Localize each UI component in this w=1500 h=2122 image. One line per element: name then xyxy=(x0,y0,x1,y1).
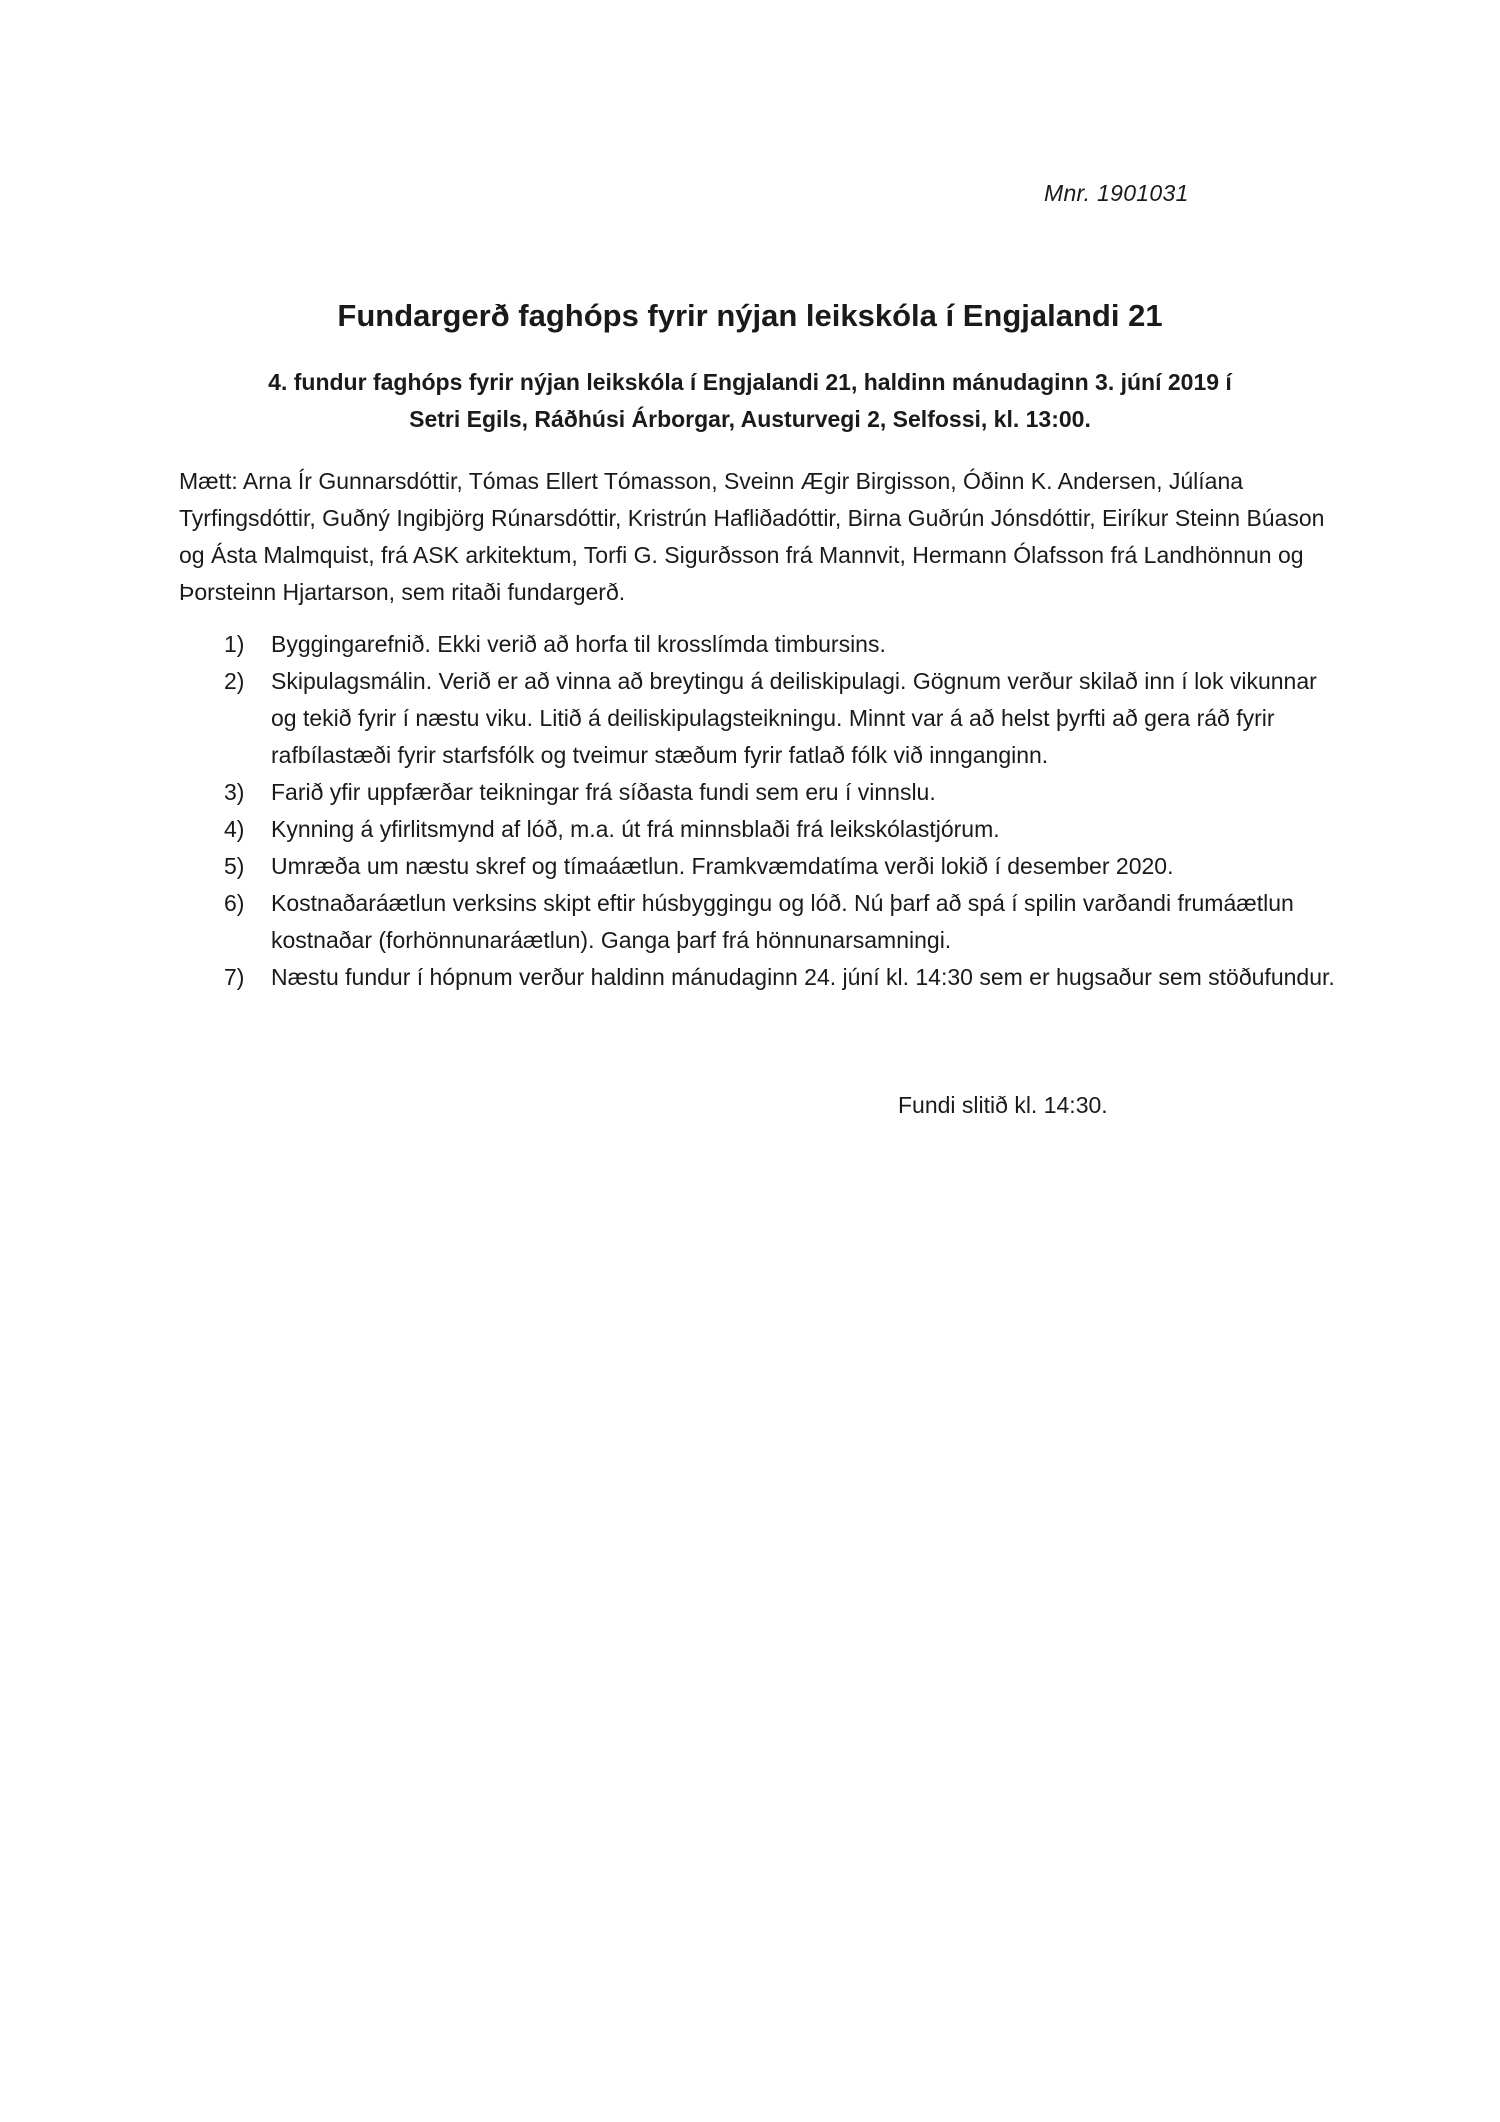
agenda-item-text: Næstu fundur í hópnum verður haldinn mánudaginn 24. júní kl. 14:30 sem er hugsaður sem stöðufundur. xyxy=(271,964,1335,990)
agenda-item-text: Kynning á yfirlitsmynd af lóð, m.a. út frá minnsblaði frá leikskólastjórum. xyxy=(271,816,1000,842)
agenda-item xyxy=(179,959,1339,996)
agenda-item xyxy=(179,848,1339,885)
attendees-paragraph: Mætt: Arna Ír Gunnarsdóttir, Tómas Ellert Tómasson, Sveinn Ægir Birgisson, Óðinn K. Andersen, Júlíana Tyrfingsdóttir, Guðný Ingibjörg Rúnarsdóttir, Kristrún Hafliðadóttir, Birna Guðrún Jónsdóttir, Eiríkur Steinn Búason og Ásta Malmquist, frá ASK arkitektum, Torfi G. Sigurðsson frá Mannvit, Hermann Ólafsson frá Landhönnun og Þorsteinn Hjartarson, sem ritaði fundargerð. xyxy=(179,468,1325,605)
agenda-item xyxy=(179,663,1339,774)
agenda-item-number: 3) xyxy=(224,779,245,805)
agenda-item xyxy=(179,626,1339,663)
agenda-item-number: 4) xyxy=(224,816,245,842)
agenda-item-number: 2) xyxy=(224,668,245,694)
agenda-item-text: Farið yfir uppfærðar teikningar frá síðasta fundi sem eru í vinnslu. xyxy=(271,779,936,805)
agenda-item-number: 6) xyxy=(224,890,245,916)
case-number: Mnr. 1901031 xyxy=(1044,180,1189,206)
meeting-subtitle xyxy=(200,364,1300,438)
agenda-item xyxy=(179,774,1339,811)
agenda-item xyxy=(179,811,1339,848)
agenda-item-number: 1) xyxy=(224,631,245,657)
subtitle-line-2: Setri Egils, Ráðhúsi Árborgar, Austurvegi 2, Selfossi, kl. 13:00. xyxy=(409,406,1091,432)
subtitle-line-1: 4. fundur faghóps fyrir nýjan leikskóla í Engjalandi 21, haldinn mánudaginn 3. júní 2019 í xyxy=(268,369,1232,395)
agenda-item-text: Byggingarefnið. Ekki verið að horfa til krosslímda timbursins. xyxy=(271,631,886,657)
agenda-item-text: Kostnaðaráætlun verksins skipt eftir húsbyggingu og lóð. Nú þarf að spá í spilin varðandi frumáætlun kostnaðar (forhönnunaráætlun). Ganga þarf frá hönnunarsamningi. xyxy=(271,890,1294,953)
agenda-item xyxy=(179,885,1339,959)
agenda-list xyxy=(179,626,1339,996)
document-title: Fundargerð faghóps fyrir nýjan leikskóla í Engjalandi 21 xyxy=(337,298,1163,333)
agenda-item-number: 5) xyxy=(224,853,245,879)
agenda-item-text: Skipulagsmálin. Verið er að vinna að breytingu á deiliskipulagi. Gögnum verður skilað inn í lok vikunnar og tekið fyrir í næstu viku. Litið á deiliskipulagsteikningu. Minnt var á að helst þyrfti að gera ráð fyrir rafbílastæði fyrir starfsfólk og tveimur stæðum fyrir fatlað fólk við innganginn. xyxy=(271,668,1317,768)
agenda-item-number: 7) xyxy=(224,964,245,990)
agenda-item-text: Umræða um næstu skref og tímaáætlun. Framkvæmdatíma verði lokið í desember 2020. xyxy=(271,853,1174,879)
closing-note: Fundi slitið kl. 14:30. xyxy=(898,1092,1108,1118)
